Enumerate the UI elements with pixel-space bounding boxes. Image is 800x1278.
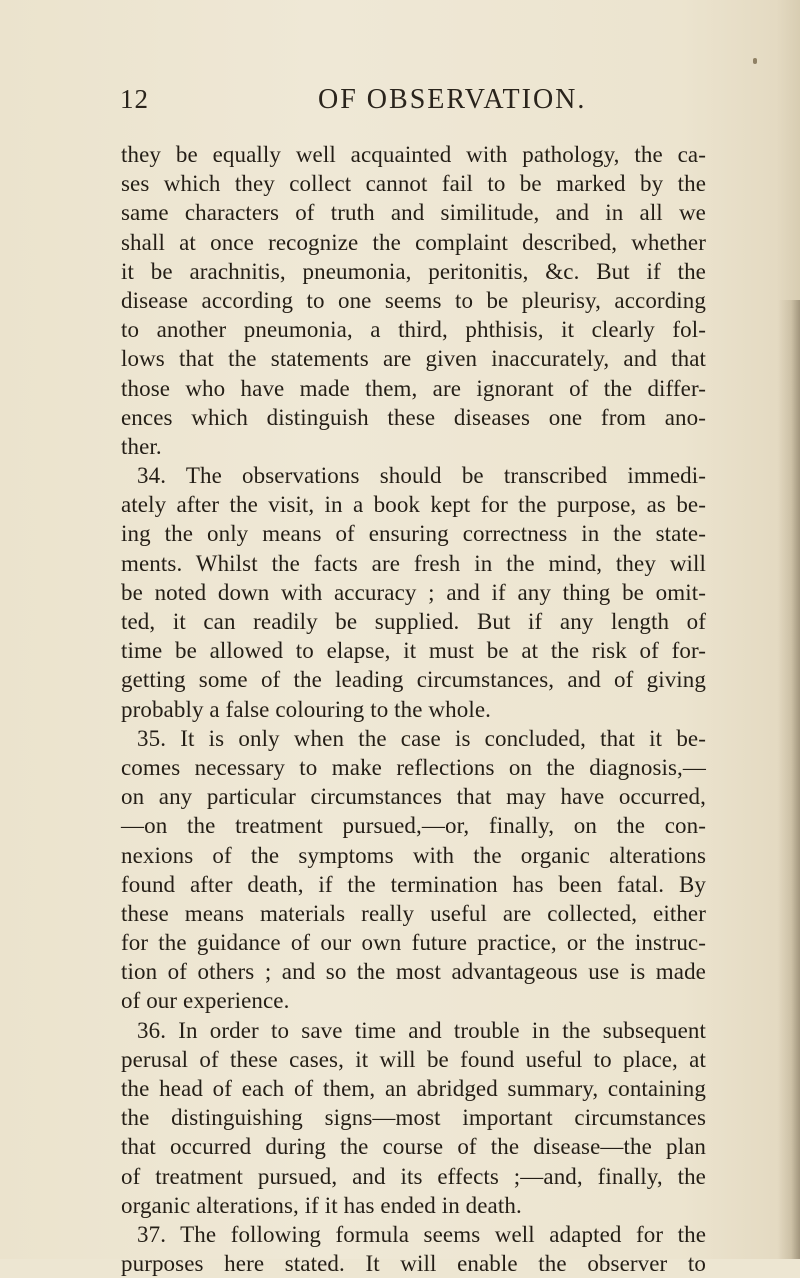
text-line: be noted down with accuracy ; and if any thing be omit- bbox=[121, 579, 706, 605]
text-line: ses which they collect cannot fail to be marked by the bbox=[121, 171, 706, 197]
text-line: found after death, if the termination has been fatal. By bbox=[121, 871, 706, 897]
text-line: probably a false colouring to the whole. bbox=[121, 696, 491, 722]
text-line: same characters of truth and similitude, and in all we bbox=[121, 200, 706, 226]
text-line: these means materials really useful are collected, either bbox=[121, 900, 706, 926]
body-text bbox=[121, 140, 706, 1278]
text-line: ences which distinguish these diseases one from ano- bbox=[121, 404, 706, 430]
paragraph-35-start: 35. It is only when the case is concluded, that it be- bbox=[137, 725, 706, 751]
text-line: disease according to one seems to be pleurisy, according bbox=[121, 287, 706, 313]
text-line: ately after the visit, in a book kept for the purpose, as be- bbox=[121, 492, 706, 518]
text-line: on any particular circumstances that may have occurred, bbox=[121, 784, 706, 810]
text-line: those who have made them, are ignorant of the differ- bbox=[121, 375, 706, 401]
text-line: the head of each of them, an abridged summary, containing bbox=[121, 1076, 706, 1101]
page-number: 12 bbox=[120, 84, 149, 114]
text-line: lows that the statements are given inaccurately, and that bbox=[121, 346, 706, 372]
text-line: organic alterations, if it has ended in death. bbox=[121, 1192, 522, 1218]
text-line: for the guidance of our own future practice, or the instruc- bbox=[121, 930, 706, 956]
text-line: the distinguishing signs—most important circumstances bbox=[121, 1105, 706, 1131]
text-line: getting some of the leading circumstances, and of giving bbox=[121, 667, 706, 693]
text-line: perusal of these cases, it will be found useful to place, at bbox=[121, 1046, 706, 1072]
text-line: to another pneumonia, a third, phthisis, it clearly fol- bbox=[121, 317, 706, 343]
paragraph-37-start: 37. The following formula seems well adapted for the bbox=[137, 1221, 706, 1247]
running-head: OF OBSERVATION. bbox=[318, 84, 587, 115]
text-line: they be equally well acquainted with pathology, the ca- bbox=[121, 142, 706, 167]
paragraph-36-start: 36. In order to save time and trouble in the subsequent bbox=[137, 1017, 706, 1043]
text-line: nexions of the symptoms with the organic alterations bbox=[121, 842, 706, 868]
text-line: of treatment pursued, and its effects ;—and, finally, the bbox=[121, 1163, 706, 1189]
text-line: comes necessary to make reflections on the diagnosis,— bbox=[121, 754, 706, 780]
paragraph-34-start: 34. The observations should be transcribed immedi- bbox=[137, 463, 706, 489]
text-line: that occurred during the course of the disease—the plan bbox=[121, 1134, 706, 1160]
text-line: time be allowed to elapse, it must be at the risk of for- bbox=[121, 638, 706, 664]
text-line: of our experience. bbox=[121, 988, 290, 1014]
text-line: it be arachnitis, pneumonia, peritonitis, &c. But if the bbox=[121, 258, 706, 284]
page-header bbox=[120, 84, 710, 124]
ink-speck bbox=[753, 58, 757, 64]
text-line: tion of others ; and so the most advantageous use is made bbox=[121, 959, 706, 985]
text-line: shall at once recognize the complaint described, whether bbox=[121, 229, 706, 255]
page-edge-shadow bbox=[778, 300, 800, 1259]
text-line: ther. bbox=[121, 433, 162, 459]
text-line: purposes here stated. It will enable the observer to bbox=[121, 1251, 706, 1277]
text-line: ing the only means of ensuring correctness in the state- bbox=[121, 521, 706, 547]
text-line: ted, it can readily be supplied. But if any length of bbox=[121, 609, 706, 634]
text-line: ments. Whilst the facts are fresh in the mind, they will bbox=[121, 550, 706, 576]
text-line: —on the treatment pursued,—or, finally, on the con- bbox=[121, 813, 706, 839]
